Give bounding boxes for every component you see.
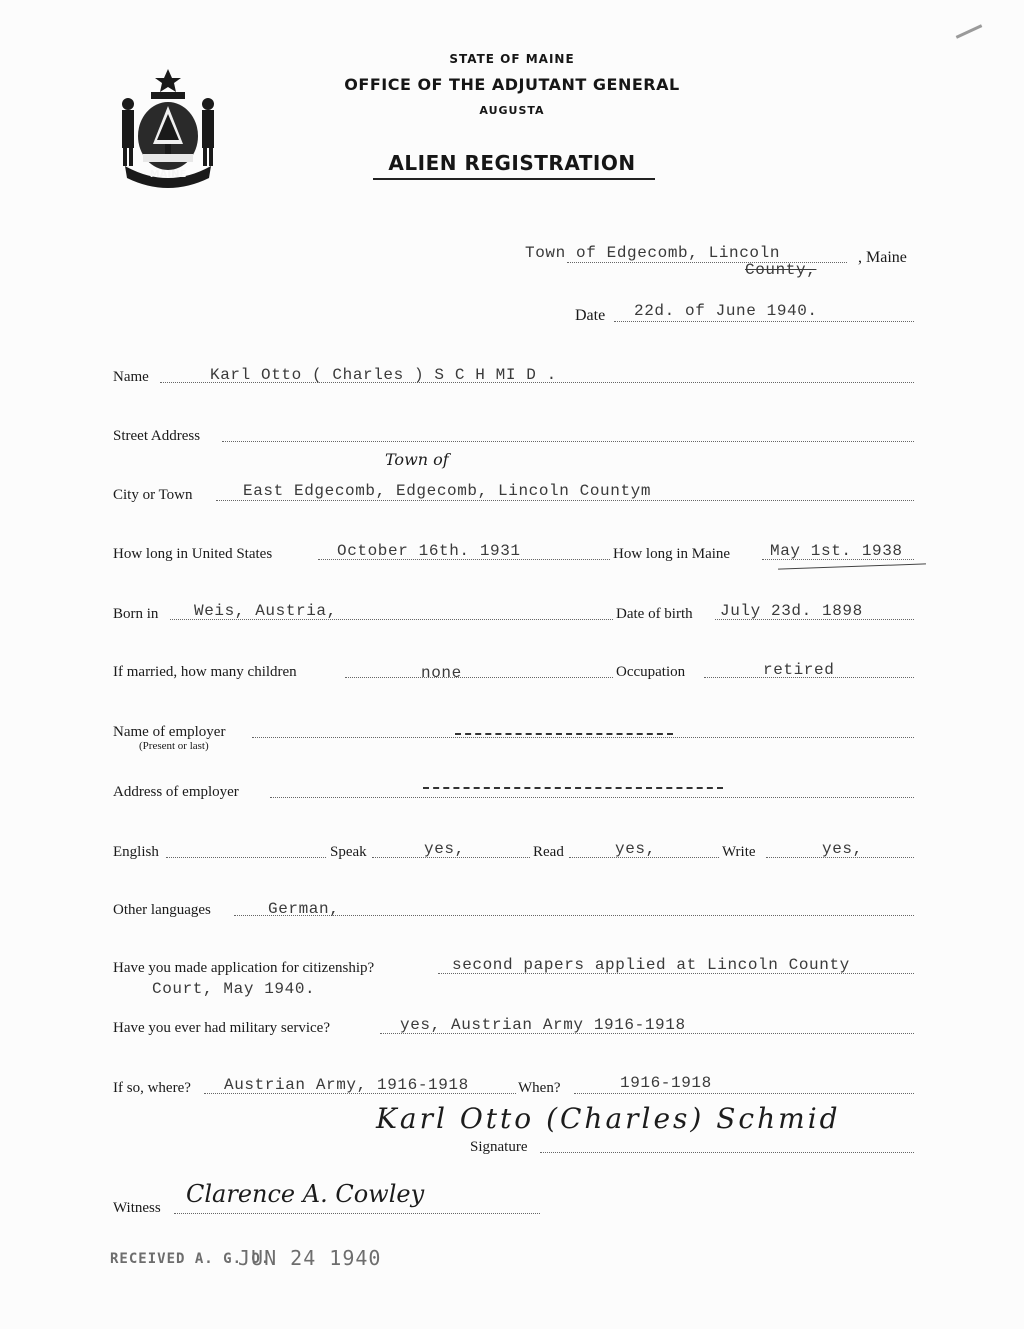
maine-label: How long in Maine — [613, 546, 731, 562]
citizenship-value-line2: Court, May 1940. — [152, 980, 316, 998]
english-dots — [166, 857, 326, 858]
employer-name-label: Name of employer — [113, 724, 226, 740]
city-dots — [216, 500, 914, 501]
form-title: ALIEN REGISTRATION — [388, 151, 636, 175]
town-value: Town of Edgecomb, Lincoln — [525, 244, 781, 262]
when-label: When? — [518, 1080, 561, 1096]
street-dots — [222, 441, 914, 442]
city-value: East Edgecomb, Edgecomb, Lincoln Countym — [243, 482, 652, 500]
signature-handwriting: Karl Otto (Charles) Schmid — [376, 1102, 841, 1135]
dob-label: Date of birth — [616, 606, 693, 622]
street-label: Street Address — [113, 428, 201, 444]
city-insert: Town of — [385, 450, 449, 469]
occupation-value: retired — [763, 661, 835, 679]
signature-dots — [540, 1152, 914, 1153]
employer-address-dots — [270, 797, 914, 798]
received-stamp-date: JUN 24 1940 — [238, 1246, 382, 1270]
write-value: yes, — [822, 840, 863, 858]
header-state: STATE OF MAINE — [449, 52, 575, 66]
other-languages-value: German, — [268, 900, 340, 918]
witness-label: Witness — [113, 1200, 161, 1216]
name-value: Karl Otto ( Charles ) S C H MI D . — [210, 366, 557, 384]
witness-handwriting: Clarence A. Cowley — [186, 1180, 425, 1208]
write-label: Write — [722, 844, 756, 860]
citizenship-label: Have you made application for citizenship? — [113, 960, 375, 976]
children-dots — [345, 677, 613, 678]
received-stamp-label: RECEIVED A. G. O. — [110, 1251, 271, 1267]
employer-address-dashes — [423, 787, 723, 789]
employer-name-dots — [252, 737, 914, 738]
born-label: Born in — [113, 606, 159, 622]
when-dots — [574, 1093, 914, 1094]
county-struck: County, — [745, 261, 817, 279]
seal-banner-text: MAINE — [149, 169, 187, 180]
date-label: Date — [575, 307, 606, 324]
where-label: If so, where? — [113, 1080, 191, 1096]
military-label: Have you ever had military service? — [113, 1020, 330, 1036]
born-value: Weis, Austria, — [194, 602, 337, 620]
date-dots — [614, 321, 914, 322]
header-city: AUGUSTA — [479, 104, 545, 117]
header-office: OFFICE OF THE ADJUTANT GENERAL — [344, 75, 680, 94]
where-value: Austrian Army, 1916-1918 — [224, 1076, 469, 1094]
name-label: Name — [113, 369, 149, 385]
speak-label: Speak — [330, 844, 367, 860]
maine-underline-mark — [778, 563, 926, 569]
date-value: 22d. of June 1940. — [634, 302, 818, 320]
witness-dots — [174, 1213, 540, 1214]
military-value: yes, Austrian Army 1916-1918 — [400, 1016, 686, 1034]
us-value: October 16th. 1931 — [337, 542, 521, 560]
employer-address-label: Address of employer — [113, 784, 239, 800]
us-label: How long in United States — [113, 546, 273, 562]
dob-value: July 23d. 1898 — [720, 602, 863, 620]
speak-value: yes, — [424, 840, 465, 858]
read-label: Read — [533, 844, 564, 860]
signature-label: Signature — [470, 1139, 528, 1155]
children-label: If married, how many children — [113, 664, 297, 680]
maine-value: May 1st. 1938 — [770, 542, 903, 560]
form-title-underline — [373, 178, 655, 180]
other-languages-label: Other languages — [113, 902, 211, 918]
employer-name-dashes — [455, 733, 673, 735]
state-label: , Maine — [858, 249, 907, 266]
employer-name-sublabel: (Present or last) — [139, 740, 209, 752]
city-label: City or Town — [113, 487, 193, 503]
read-value: yes, — [615, 840, 656, 858]
children-value: none — [421, 664, 462, 682]
when-value: 1916-1918 — [620, 1074, 712, 1092]
pencil-mark — [956, 24, 983, 39]
occupation-label: Occupation — [616, 664, 686, 680]
english-label: English — [113, 844, 159, 860]
citizenship-value-line1: second papers applied at Lincoln County — [452, 956, 850, 974]
